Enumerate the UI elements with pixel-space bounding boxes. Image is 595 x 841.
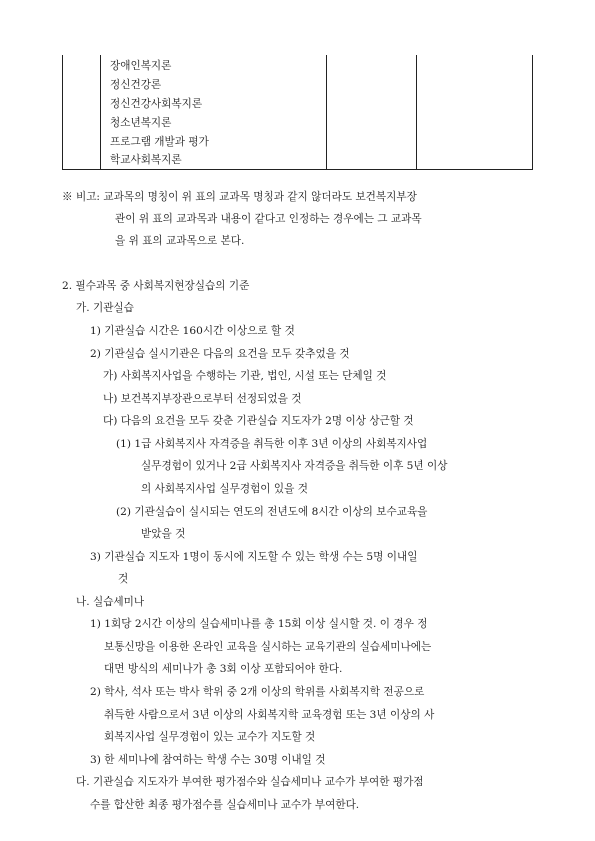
list-item-continuation: 의 사회복지사업 실무경험이 있을 것 xyxy=(141,483,308,495)
subsection-title: 가. 기관실습 xyxy=(76,302,134,314)
list-item: 가) 사회복지사업을 수행하는 기관, 법인, 시설 또는 단체일 것 xyxy=(103,370,387,382)
course-table xyxy=(62,55,533,170)
list-item: 2) 학사, 석사 또는 박사 학위 중 2개 이상의 학위를 사회복지학 전공으로 xyxy=(90,686,425,698)
course-name: 장애인복지론 xyxy=(110,60,172,72)
subsection-paragraph: 다. 기관실습 지도자가 부여한 평가점수와 실습세미나 교수가 부여한 평가점 xyxy=(76,776,424,788)
list-item: 3) 한 세미나에 참여하는 학생 수는 30명 이내일 것 xyxy=(90,754,326,766)
list-item: (2) 기관실습이 실시되는 연도의 전년도에 8시간 이상의 보수교육을 xyxy=(116,506,428,518)
list-item-continuation: 실무경험이 있거나 2급 사회복지사 자격증을 취득한 이후 5년 이상 xyxy=(141,460,448,472)
note-line: ※ 비고: 교과목의 명칭이 위 표의 교과목 명칭과 같지 않더라도 보건복지부장 xyxy=(62,191,417,203)
list-item-continuation: 받았을 것 xyxy=(141,528,186,540)
table-column-divider xyxy=(416,55,417,170)
list-item-continuation: 대면 방식의 세미나가 총 3회 이상 포함되어야 한다. xyxy=(104,663,343,675)
note-line: 을 위 표의 교과목으로 본다. xyxy=(115,235,245,247)
table-border-right xyxy=(532,55,533,170)
subsection-title: 나. 실습세미나 xyxy=(76,596,145,608)
list-item: 2) 기관실습 실시기관은 다음의 요건을 모두 갖추었을 것 xyxy=(90,348,350,360)
course-name: 청소년복지론 xyxy=(110,117,172,129)
course-name: 정신건강사회복지론 xyxy=(110,98,203,110)
list-item-continuation: 회복지사업 실무경험이 있는 교수가 지도할 것 xyxy=(104,731,316,743)
table-column-divider xyxy=(100,55,101,170)
table-border-left xyxy=(62,55,63,170)
note-line: 관이 위 표의 교과목과 내용이 같다고 인정하는 경우에는 그 교과목 xyxy=(115,213,422,225)
list-item: 1) 1회당 2시간 이상의 실습세미나를 총 15회 이상 실시할 것. 이 경우 정 xyxy=(90,618,428,630)
course-name: 정신건강론 xyxy=(110,79,162,91)
list-item: 3) 기관실습 지도자 1명이 동시에 지도할 수 있는 학생 수는 5명 이내일 xyxy=(90,551,418,563)
list-item-continuation: 취득한 사람으로서 3년 이상의 사회복지학 교육경험 또는 3년 이상의 사 xyxy=(104,709,435,721)
list-item: 1) 기관실습 시간은 160시간 이상으로 할 것 xyxy=(90,325,295,337)
course-name: 학교사회복지론 xyxy=(110,154,182,166)
subsection-paragraph-continuation: 수를 합산한 최종 평가점수를 실습세미나 교수가 부여한다. xyxy=(90,799,360,811)
list-item: 나) 보건복지부장관으로부터 선정되었을 것 xyxy=(103,393,302,405)
list-item-continuation: 것 xyxy=(118,573,129,585)
list-item: (1) 1급 사회복지사 자격증을 취득한 이후 3년 이상의 사회복지사업 xyxy=(116,438,428,450)
list-item-continuation: 보통신망을 이용한 온라인 교육을 실시하는 교육기관의 실습세미나에는 xyxy=(104,641,432,653)
list-item: 다) 다음의 요건을 모두 갖춘 기관실습 지도자가 2명 이상 상근할 것 xyxy=(103,415,414,427)
course-name: 프로그램 개발과 평가 xyxy=(110,136,209,148)
section-title: 2. 필수과목 중 사회복지현장실습의 기준 xyxy=(62,280,250,292)
table-border-bottom xyxy=(62,169,533,170)
